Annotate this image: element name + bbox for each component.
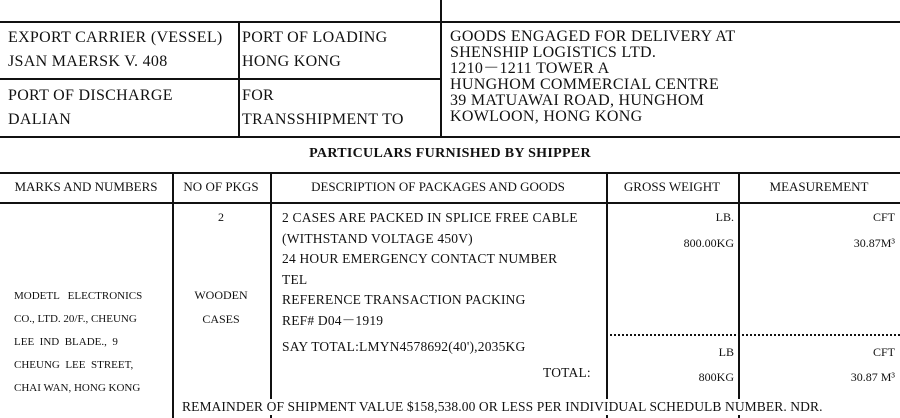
transshipment-label: TRANSSHIPMENT TO	[242, 111, 404, 128]
port-discharge-label: PORT OF DISCHARGE	[8, 87, 173, 104]
section-title: PARTICULARS FURNISHED BY SHIPPER	[309, 146, 591, 161]
address-line: KOWLOON, HONG KONG	[450, 108, 643, 125]
header-divider-2	[440, 21, 442, 136]
description-block	[282, 208, 578, 331]
top-stub-line	[440, 0, 442, 22]
col-header-measurement: MEASUREMENT	[769, 179, 869, 194]
address-line: 1210－1211 TOWER A	[450, 60, 610, 77]
say-total: SAY TOTAL:LMYN4578692(40'),2035KG	[282, 339, 526, 354]
description-line: REFERENCE TRANSACTION PACKING	[282, 292, 526, 307]
goods-delivery-address	[450, 29, 735, 125]
col-header-description: DESCRIPTION OF PACKAGES AND GOODS	[311, 179, 565, 194]
col-header-pkgs: NO OF PKGS	[183, 179, 259, 194]
header-mid-line	[0, 78, 440, 80]
port-loading-value: HONG KONG	[242, 53, 342, 70]
col-divider-2	[270, 172, 272, 418]
marks-line: LEE IND BLADE., 9	[14, 336, 118, 348]
port-loading-label: PORT OF LOADING	[242, 29, 388, 46]
marks-line: CHEUNG LEE STREET,	[14, 359, 134, 371]
marks-line: MODETL ELECTRONICS	[14, 290, 143, 302]
address-line: GOODS ENGAGED FOR DELIVERY AT	[450, 28, 736, 45]
footer-remainder-text: REMAINDER OF SHIPMENT VALUE $158,538.00 OR LESS PER INDIVIDUAL SCHEDULB NUMBER. NDR.	[182, 399, 823, 414]
total-label: TOTAL:	[543, 365, 591, 380]
measurement-value: 30.87M³	[853, 236, 895, 250]
port-discharge-value: DALIAN	[8, 111, 72, 128]
col-header-marks: MARKS AND NUMBERS	[14, 179, 158, 194]
address-line: SHENSHIP LOGISTICS LTD.	[450, 44, 657, 61]
pkgs-type-line1: WOODEN	[194, 288, 248, 302]
header-divider-1	[238, 21, 240, 136]
total-dotted-line	[606, 334, 900, 336]
export-carrier-value: JSAN MAERSK V. 408	[8, 53, 168, 70]
address-line: 39 MATUAWAI ROAD, HUNGHOM	[450, 92, 705, 109]
measurement-total-value: 30.87 M³	[850, 370, 895, 384]
description-line: 2 CASES ARE PACKED IN SPLICE FREE CABLE	[282, 210, 578, 225]
export-carrier-label: EXPORT CARRIER (VESSEL)	[8, 29, 223, 46]
description-line: TEL	[282, 271, 308, 287]
pkgs-type-line2: CASES	[202, 312, 240, 326]
measurement-total-unit: CFT	[872, 345, 895, 359]
gross-weight-total-unit: LB	[718, 345, 734, 359]
gross-weight-value: 800.00KG	[683, 236, 734, 250]
marks-line: CHAI WAN, HONG KONG	[14, 382, 141, 394]
col-header-gross-weight: GROSS WEIGHT	[623, 179, 721, 194]
header-bottom-line	[0, 136, 900, 138]
header-top-line	[0, 21, 900, 23]
table-top-line	[0, 172, 900, 174]
pkgs-count: 2	[218, 210, 224, 224]
description-line: (WITHSTAND VOLTAGE 450V)	[282, 230, 473, 246]
for-label: FOR	[242, 87, 275, 104]
marks-line: CO., LTD. 20/F., CHEUNG	[14, 313, 137, 325]
gross-weight-unit: LB.	[715, 210, 734, 224]
description-line: REF# D04－1919	[282, 312, 384, 328]
address-line: HUNGHOM COMMERCIAL CENTRE	[450, 76, 720, 93]
gross-weight-total-value: 800KG	[698, 370, 734, 384]
marks-block	[14, 285, 164, 400]
description-line: 24 HOUR EMERGENCY CONTACT NUMBER	[282, 251, 558, 266]
measurement-unit: CFT	[872, 210, 895, 224]
table-header-line	[0, 202, 900, 204]
